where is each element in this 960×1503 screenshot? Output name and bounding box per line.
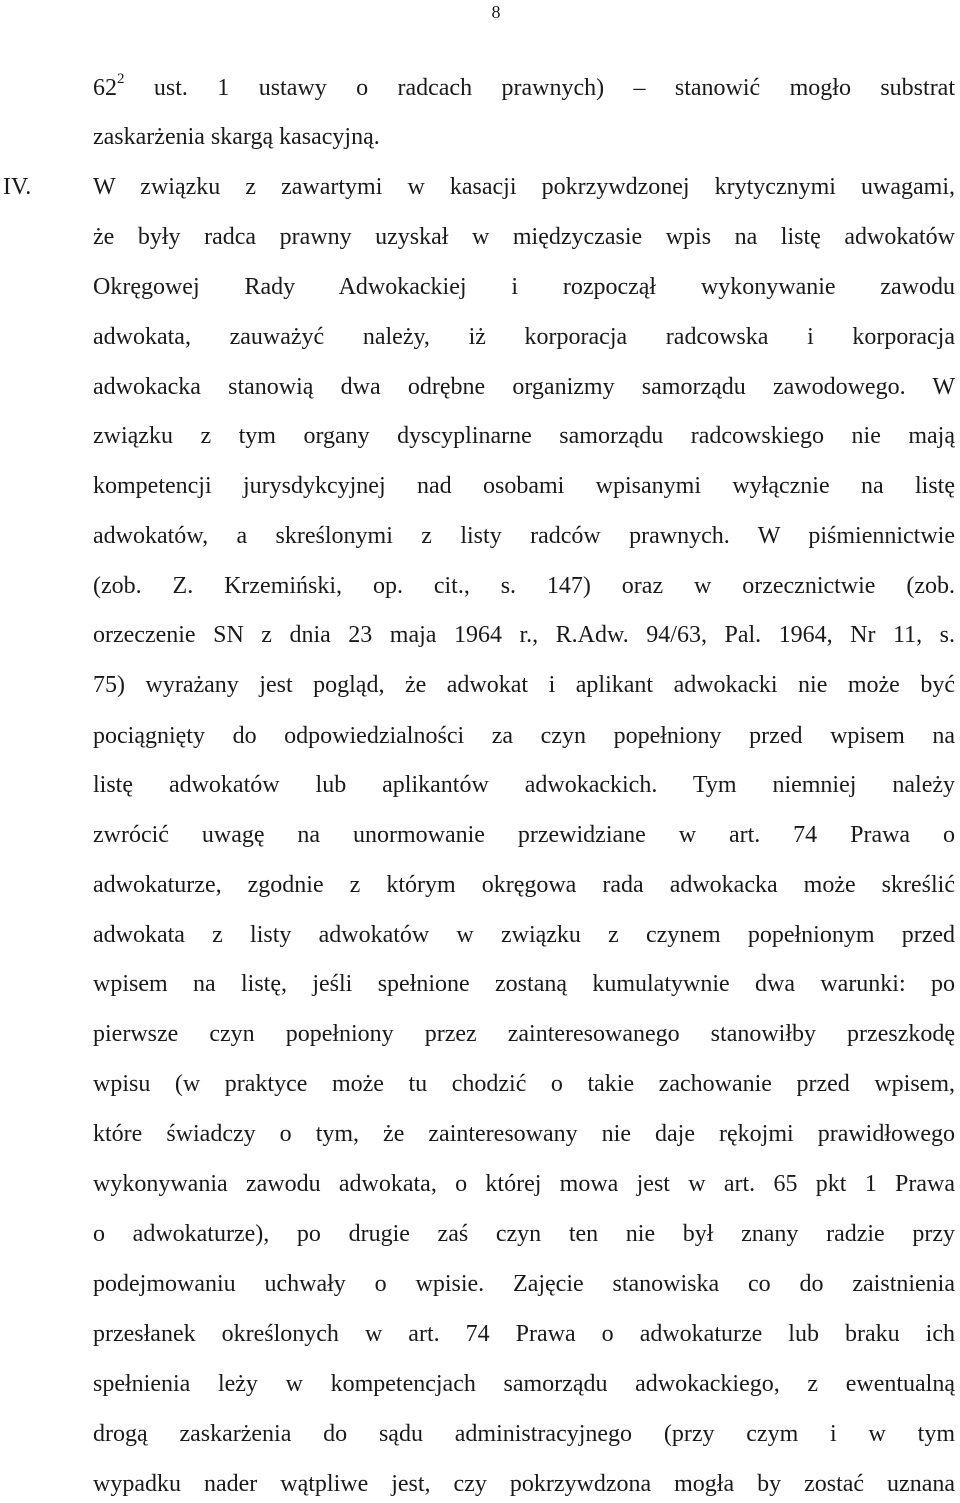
text-line-27: drogą zaskarżenia do sądu administracyjnego (przy czym i w tym (93, 1421, 955, 1447)
text-line-28: wypadku nader wątpliwe jest, czy pokrzywdzona mogła by zostać uznana (93, 1471, 955, 1497)
text-line-19: pierwsze czyn popełniony przez zainteresowanego stanowiłby przeszkodę (93, 1021, 955, 1047)
text-line-3: że były radca prawny uzyskał w międzyczasie wpis na listę adwokatów (93, 224, 955, 250)
text-line-4: Okręgowej Rady Adwokackiej i rozpoczął wykonywanie zawodu (93, 274, 955, 300)
text-line-9: adwokatów, a skreślonymi z listy radców prawnych. W piśmiennictwie (93, 523, 955, 549)
text-line-8: kompetencji jurysdykcyjnej nad osobami wpisanymi wyłącznie na listę (93, 473, 955, 499)
text-line-14: listę adwokatów lub aplikantów adwokackich. Tym niemniej należy (93, 772, 955, 798)
text-line-26: spełnienia leży w kompetencjach samorządu adwokackiego, z ewentualną (93, 1371, 955, 1397)
text-segment: ust. 1 ustawy o radcach prawnych) – stanowić mogło substrat (124, 75, 955, 101)
text-line-24: podejmowaniu uchwały o wpisie. Zajęcie stanowiska co do zaistnienia (93, 1271, 955, 1297)
text-line-25: przesłanek określonych w art. 74 Prawa o adwokaturze lub braku ich (93, 1321, 955, 1347)
text-line-0 (93, 72, 955, 104)
text-segment: 62 (93, 75, 117, 101)
text-line-7: związku z tym organy dyscyplinarne samorządu radcowskiego nie mają (93, 423, 955, 449)
text-line-6: adwokacka stanowią dwa odrębne organizmy samorządu zawodowego. W (93, 374, 955, 400)
text-line-21: które świadczy o tym, że zainteresowany nie daje rękojmi prawidłowego (93, 1121, 955, 1147)
text-line-11: orzeczenie SN z dnia 23 maja 1964 r., R.Adw. 94/63, Pal. 1964, Nr 11, s. (93, 622, 955, 648)
text-line-13: pociągnięty do odpowiedzialności za czyn popełniony przed wpisem na (93, 723, 955, 749)
text-line-23: o adwokaturze), po drugie zaś czyn ten nie był znany radzie przy (93, 1221, 955, 1247)
text-line-1: zaskarżenia skargą kasacyjną. (93, 124, 380, 150)
text-line-12: 75) wyrażany jest pogląd, że adwokat i aplikant adwokacki nie może być (93, 672, 955, 698)
text-line-16: adwokaturze, zgodnie z którym okręgowa rada adwokacka może skreślić (93, 872, 955, 898)
text-line-5: adwokata, zauważyć należy, iż korporacja radcowska i korporacja (93, 324, 955, 350)
text-line-17: adwokata z listy adwokatów w związku z czynem popełnionym przed (93, 922, 955, 948)
text-line-20: wpisu (w praktyce może tu chodzić o takie zachowanie przed wpisem, (93, 1071, 955, 1097)
superscript: 2 (117, 72, 125, 87)
section-marker: IV. (3, 174, 32, 200)
text-line-18: wpisem na listę, jeśli spełnione zostaną kumulatywnie dwa warunki: po (93, 971, 955, 997)
text-line-15: zwrócić uwagę na unormowanie przewidziane w art. 74 Prawa o (93, 822, 955, 848)
page-number: 8 (491, 2, 501, 22)
text-line-10: (zob. Z. Krzemiński, op. cit., s. 147) oraz w orzecznictwie (zob. (93, 573, 955, 599)
text-line-2: W związku z zawartymi w kasacji pokrzywdzonej krytycznymi uwagami, (93, 174, 955, 200)
text-line-22: wykonywania zawodu adwokata, o której mowa jest w art. 65 pkt 1 Prawa (93, 1171, 955, 1197)
